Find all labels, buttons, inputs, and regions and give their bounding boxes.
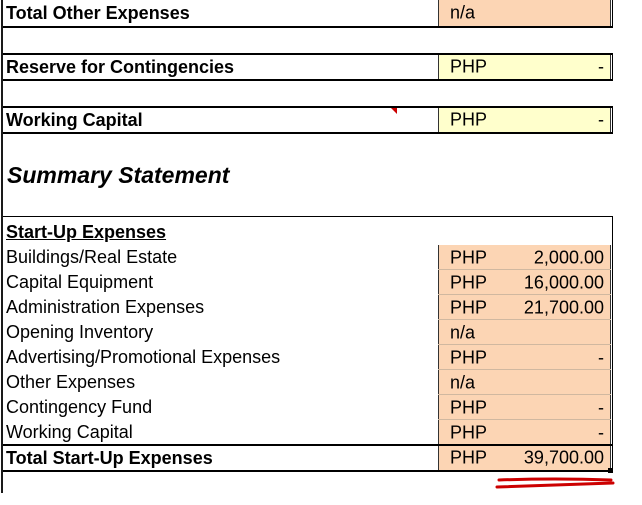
startup-header: Start-Up Expenses bbox=[6, 222, 167, 242]
row-label: Reserve for Contingencies bbox=[6, 56, 235, 77]
amount-text: 39,700.00 bbox=[523, 447, 604, 468]
red-underline-mark bbox=[495, 474, 620, 494]
currency-text: PHP bbox=[450, 109, 488, 130]
table-row bbox=[3, 345, 612, 370]
item-label: Working Capital bbox=[6, 422, 133, 442]
amount-text: - bbox=[598, 347, 604, 367]
value-cell[interactable] bbox=[438, 345, 611, 370]
cell-divider bbox=[438, 419, 611, 420]
value-cell[interactable] bbox=[438, 245, 611, 270]
value-cell[interactable] bbox=[438, 295, 611, 320]
row-reserve-for-contingencies bbox=[3, 53, 613, 81]
table-row bbox=[3, 295, 612, 320]
value-cell[interactable] bbox=[438, 370, 611, 395]
value-cell[interactable] bbox=[438, 270, 611, 295]
table-header-row bbox=[3, 220, 612, 245]
cell-divider bbox=[438, 344, 611, 345]
currency-text: PHP bbox=[450, 56, 488, 77]
value-cell[interactable] bbox=[438, 55, 611, 79]
item-label: Administration Expenses bbox=[6, 297, 205, 317]
currency-text: n/a bbox=[450, 2, 476, 23]
table-row bbox=[3, 420, 612, 445]
row-working-capital bbox=[3, 106, 613, 134]
amount-text: - bbox=[598, 397, 604, 417]
fill-handle[interactable] bbox=[608, 468, 613, 473]
item-label: Advertising/Promotional Expenses bbox=[6, 347, 281, 367]
currency-text: n/a bbox=[450, 322, 476, 342]
currency-text: PHP bbox=[450, 422, 488, 442]
table-row bbox=[3, 395, 612, 420]
value-cell[interactable] bbox=[438, 108, 611, 132]
amount-text: 21,700.00 bbox=[523, 297, 604, 317]
currency-text: PHP bbox=[450, 397, 488, 417]
value-cell[interactable] bbox=[438, 0, 611, 26]
amount-text: - bbox=[598, 109, 604, 130]
amount-text: 16,000.00 bbox=[523, 272, 604, 292]
cell-divider bbox=[438, 294, 611, 295]
total-value-cell[interactable] bbox=[438, 446, 611, 470]
row-label: Total Other Expenses bbox=[6, 2, 190, 23]
value-cell[interactable] bbox=[438, 320, 611, 345]
amount-text: 2,000.00 bbox=[533, 247, 604, 267]
item-label: Opening Inventory bbox=[6, 322, 154, 342]
item-label: Buildings/Real Estate bbox=[6, 247, 178, 267]
item-label: Capital Equipment bbox=[6, 272, 154, 292]
startup-expenses-table bbox=[3, 216, 613, 472]
total-label: Total Start-Up Expenses bbox=[6, 447, 213, 468]
total-row bbox=[3, 444, 612, 472]
currency-text: PHP bbox=[450, 447, 488, 468]
cell-divider bbox=[438, 369, 611, 370]
amount-text: - bbox=[598, 56, 604, 77]
currency-text: PHP bbox=[450, 272, 488, 292]
table-row bbox=[3, 370, 612, 395]
amount-text: - bbox=[598, 422, 604, 442]
row-label: Working Capital bbox=[6, 109, 143, 130]
summary-statement-title: Summary Statement bbox=[7, 162, 230, 188]
value-cell[interactable] bbox=[438, 395, 611, 420]
item-label: Contingency Fund bbox=[6, 397, 153, 417]
currency-text: n/a bbox=[450, 372, 476, 392]
table-row bbox=[3, 245, 612, 270]
currency-text: PHP bbox=[450, 297, 488, 317]
table-row bbox=[3, 320, 612, 345]
item-label: Other Expenses bbox=[6, 372, 136, 392]
value-cell[interactable] bbox=[438, 420, 611, 445]
currency-text: PHP bbox=[450, 247, 488, 267]
currency-text: PHP bbox=[450, 347, 488, 367]
table-row bbox=[3, 270, 612, 295]
cell-divider bbox=[438, 269, 611, 270]
row-total-other-expenses bbox=[3, 0, 613, 28]
cell-divider bbox=[438, 394, 611, 395]
cell-divider bbox=[438, 319, 611, 320]
